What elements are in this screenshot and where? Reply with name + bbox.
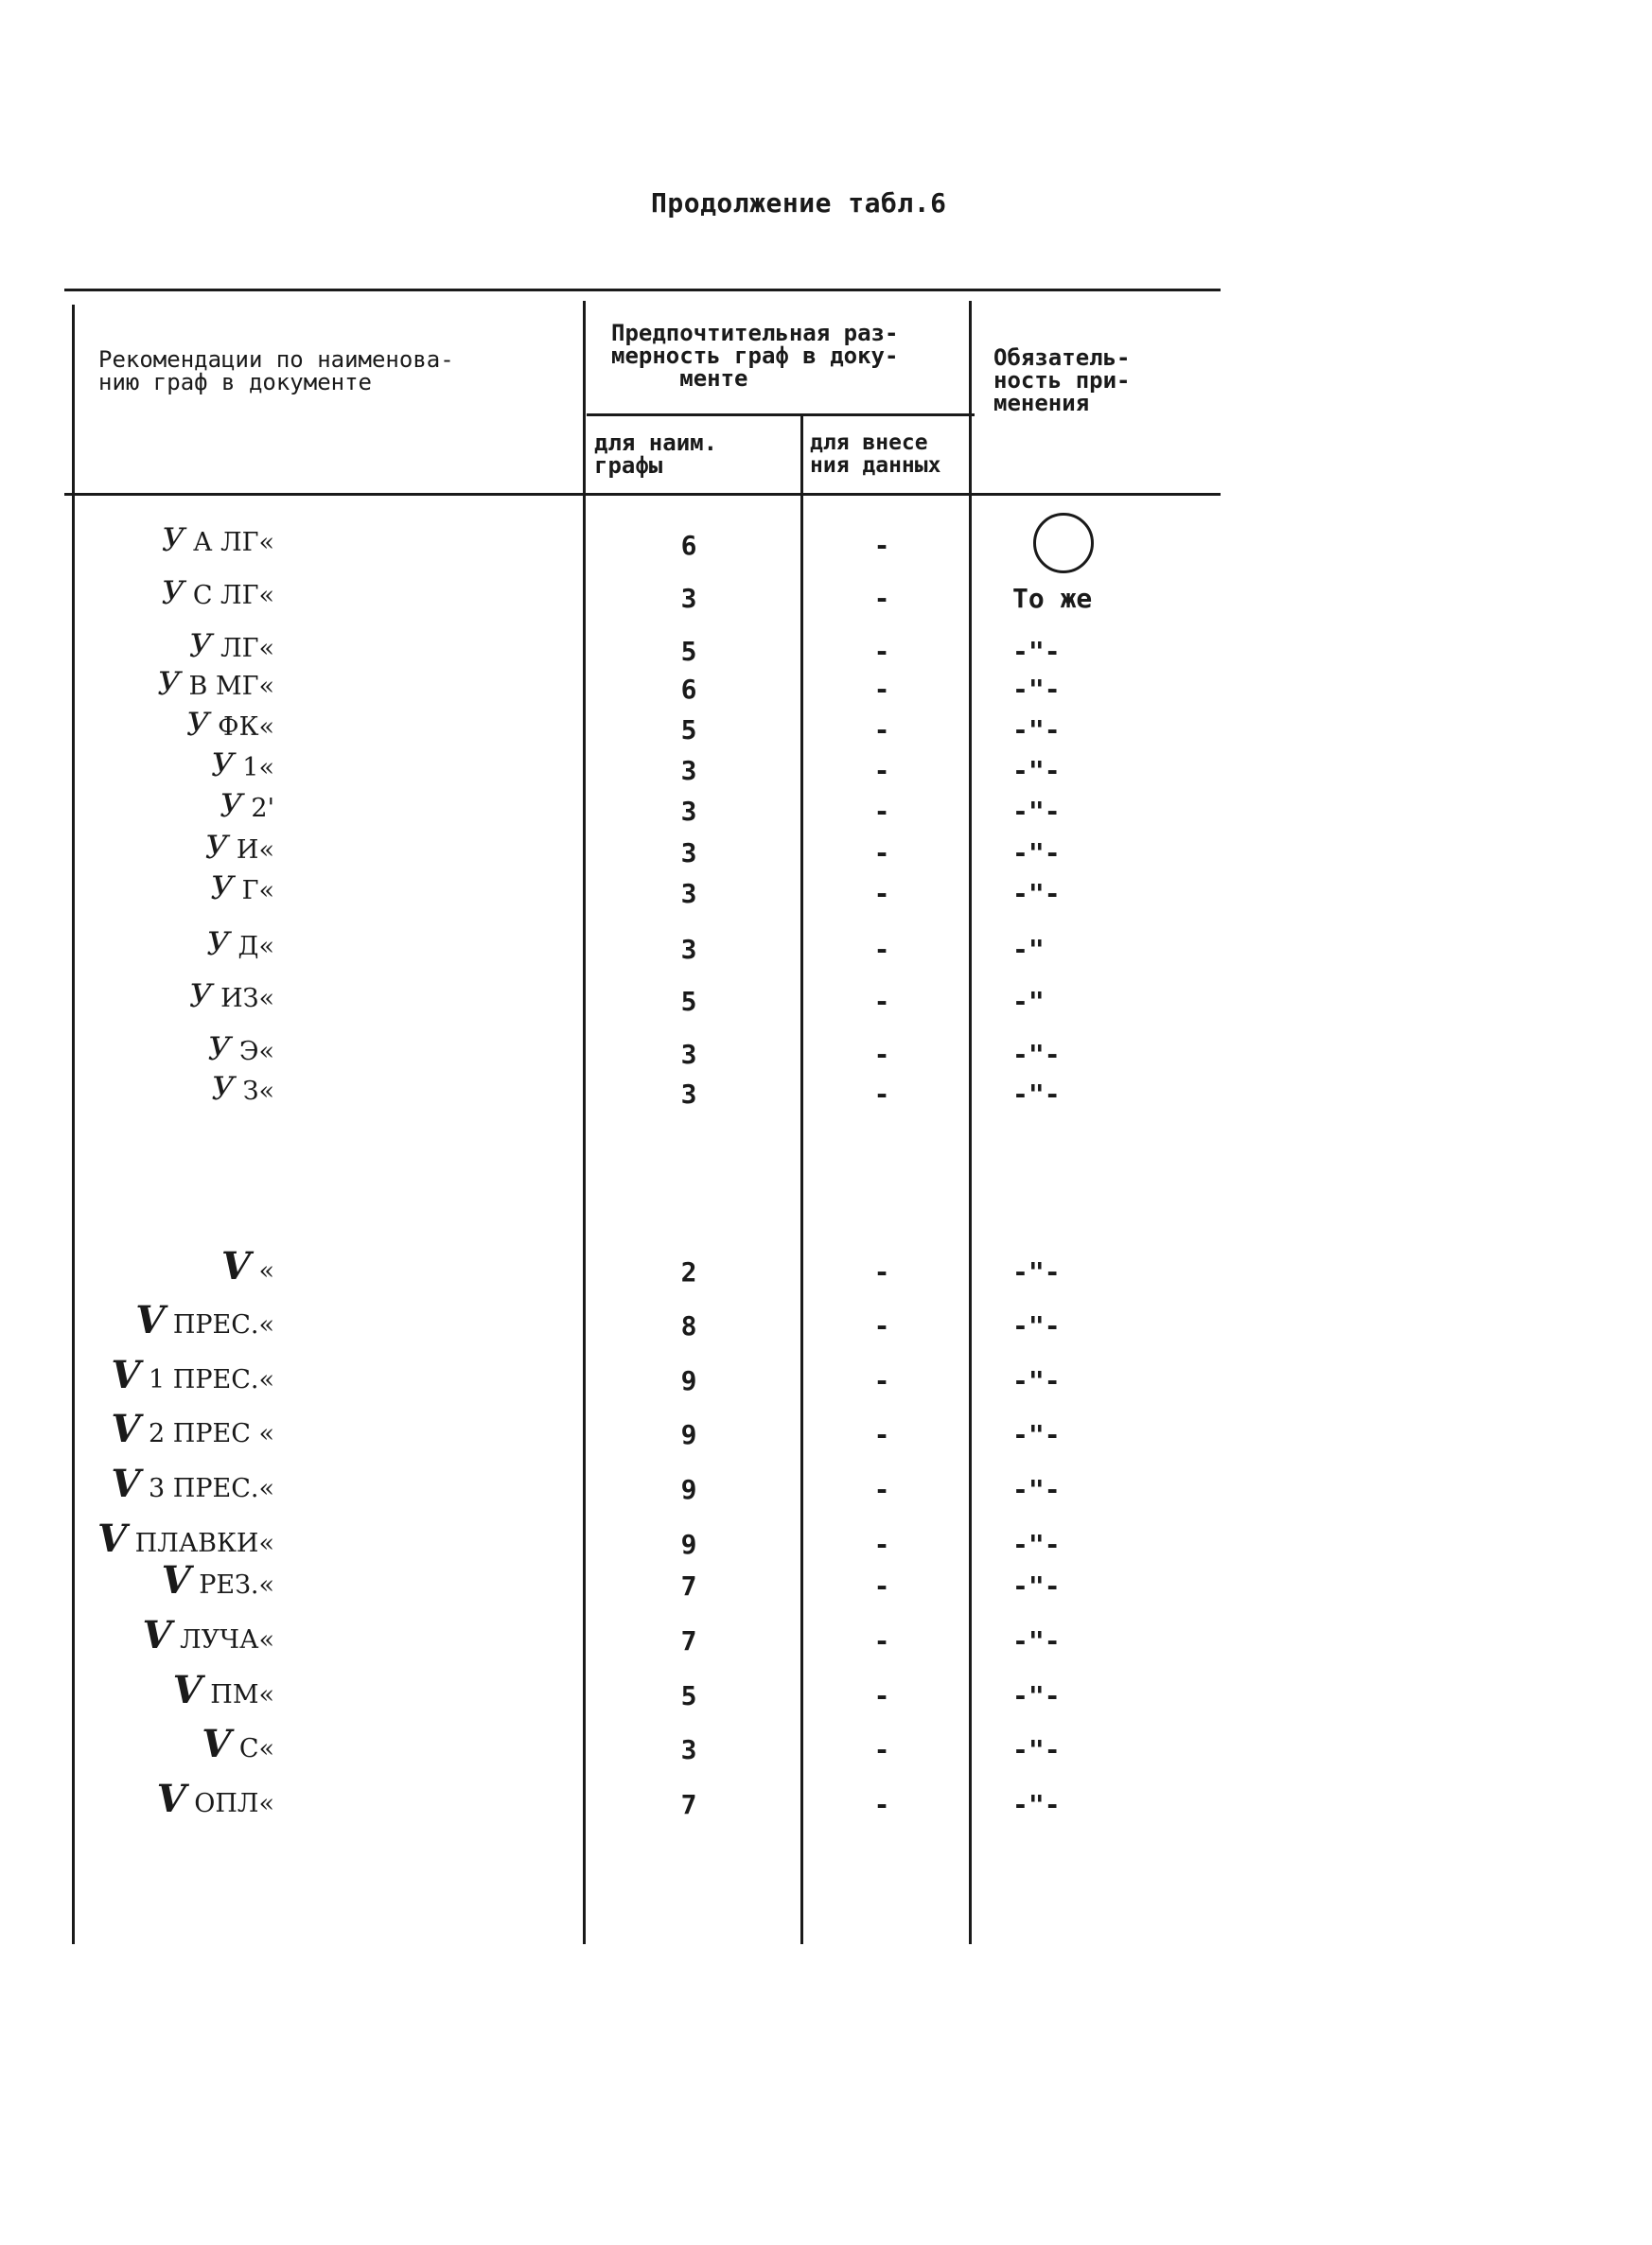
cell-mandatory: -"- xyxy=(1012,1734,1061,1765)
row-designation-label: 2 ПРЕС « xyxy=(140,1419,274,1448)
symbol-y: У xyxy=(207,1030,232,1068)
symbol-y: У xyxy=(220,787,243,825)
header-recommendations: Рекомендации по наименова- нию граф в документе xyxy=(98,346,454,395)
cell-width-for-name: 5 xyxy=(680,714,697,745)
row-designation-label: 3 ПРЕС.« xyxy=(140,1474,274,1503)
cell-width-for-name: 3 xyxy=(680,1039,697,1070)
cell-mandatory: -"- xyxy=(1012,1419,1061,1450)
row-designation xyxy=(0,1407,274,1451)
cell-mandatory: -"- xyxy=(1012,1039,1061,1070)
cell-width-for-name: 6 xyxy=(680,674,697,705)
row-designation xyxy=(0,1298,274,1342)
cell-width-for-name: 9 xyxy=(680,1365,697,1396)
symbol-y: У xyxy=(204,829,229,867)
header-width-for-data: для внесе ния данных xyxy=(810,430,941,478)
header-bottom-rule xyxy=(64,493,1221,496)
cell-width-for-data: - xyxy=(873,636,890,667)
symbol-v: V xyxy=(97,1517,128,1561)
cell-width-for-name: 3 xyxy=(680,796,697,827)
symbol-y: У xyxy=(157,665,181,703)
cell-width-for-name: 3 xyxy=(680,837,697,868)
symbol-v: V xyxy=(220,1244,251,1289)
cell-width-for-data: - xyxy=(873,1734,890,1765)
cell-width-for-name: 8 xyxy=(680,1310,697,1342)
cell-mandatory: -"- xyxy=(1012,636,1061,667)
cell-width-for-name: 9 xyxy=(680,1474,697,1505)
header-subdivider-rule xyxy=(587,413,975,416)
cell-mandatory: -"- xyxy=(1012,1625,1061,1657)
symbol-v: V xyxy=(202,1722,232,1766)
row-designation xyxy=(0,1517,274,1561)
cell-width-for-data: - xyxy=(873,1079,890,1110)
symbol-v: V xyxy=(111,1462,141,1506)
cell-mandatory: -"- xyxy=(1012,714,1061,745)
cell-width-for-name: 3 xyxy=(680,583,697,614)
row-designation xyxy=(0,706,274,744)
cell-width-for-data: - xyxy=(873,583,890,614)
symbol-v: V xyxy=(156,1777,186,1821)
cell-width-for-data: - xyxy=(873,1474,890,1505)
row-designation xyxy=(0,1030,274,1068)
symbol-y: У xyxy=(211,1070,236,1108)
symbol-y: У xyxy=(188,627,213,665)
row-designation-label: Д« xyxy=(229,932,274,961)
row-designation xyxy=(0,1613,274,1657)
row-designation xyxy=(0,1558,274,1603)
row-designation xyxy=(0,977,274,1015)
symbol-v: V xyxy=(161,1558,191,1603)
cell-width-for-name: 5 xyxy=(680,986,697,1017)
cell-width-for-data: - xyxy=(873,530,890,561)
symbol-v: V xyxy=(172,1668,202,1712)
cell-width-for-data: - xyxy=(873,1789,890,1820)
cell-width-for-name: 3 xyxy=(680,878,697,909)
row-designation-label: 1 ПРЕС.« xyxy=(140,1365,274,1394)
row-designation xyxy=(0,829,274,867)
row-designation-label: ПМ« xyxy=(202,1680,274,1710)
cell-width-for-data: - xyxy=(873,1256,890,1288)
row-designation-label: В МГ« xyxy=(180,672,274,701)
cell-width-for-name: 7 xyxy=(680,1625,697,1657)
row-designation xyxy=(0,787,274,825)
row-designation xyxy=(0,1668,274,1712)
row-designation xyxy=(0,746,274,784)
cell-mandatory: -"- xyxy=(1012,755,1061,786)
cell-mandatory: -"- xyxy=(1012,837,1061,868)
cell-mandatory: -"- xyxy=(1012,1365,1061,1396)
cell-width-for-data: - xyxy=(873,1570,890,1602)
row-designation-label: ОПЛ« xyxy=(185,1789,274,1818)
cell-mandatory: -"- xyxy=(1012,1529,1061,1560)
column-divider-2 xyxy=(800,413,803,1944)
row-designation-label: ПРЕС.« xyxy=(165,1310,274,1340)
row-designation xyxy=(0,1777,274,1821)
symbol-v: V xyxy=(135,1298,166,1342)
cell-width-for-data: - xyxy=(873,1625,890,1657)
cell-width-for-name: 5 xyxy=(680,636,697,667)
cell-mandatory: -" xyxy=(1012,986,1045,1017)
cell-width-for-data: - xyxy=(873,986,890,1017)
cell-width-for-name: 9 xyxy=(680,1419,697,1450)
cell-mandatory: -"- xyxy=(1012,1310,1061,1342)
row-designation-label: А ЛГ« xyxy=(185,528,274,557)
cell-mandatory: -"- xyxy=(1012,796,1061,827)
header-width-for-name: для наим. графы xyxy=(594,430,718,479)
cell-mandatory: -"- xyxy=(1012,674,1061,705)
cell-mandatory: То же xyxy=(1012,583,1093,614)
table-top-rule xyxy=(64,289,1221,291)
column-divider-3 xyxy=(969,301,972,1944)
header-mandatory: Обязатель- ность при- менения xyxy=(993,344,1131,416)
row-designation-label: Г« xyxy=(234,876,274,905)
row-designation-label: С« xyxy=(231,1734,274,1763)
symbol-v: V xyxy=(111,1353,141,1397)
symbol-y: У xyxy=(186,706,210,744)
cell-width-for-name: 7 xyxy=(680,1789,697,1820)
symbol-y: У xyxy=(161,521,185,559)
row-designation xyxy=(0,1462,274,1506)
row-designation-label: ЛУЧА« xyxy=(171,1625,274,1655)
cell-width-for-data: - xyxy=(873,796,890,827)
symbol-v: V xyxy=(111,1407,141,1451)
cell-width-for-data: - xyxy=(873,934,890,965)
symbol-y: У xyxy=(206,925,230,963)
cell-width-for-data: - xyxy=(873,1419,890,1450)
row-designation-label: 2' xyxy=(242,794,274,823)
symbol-y: У xyxy=(210,869,235,907)
cell-width-for-data: - xyxy=(873,878,890,909)
mandatory-circle-icon xyxy=(1033,513,1094,573)
row-designation xyxy=(0,869,274,907)
column-divider-1 xyxy=(583,301,586,1944)
row-designation xyxy=(0,521,274,559)
row-designation-label: 1« xyxy=(234,753,274,782)
cell-width-for-name: 7 xyxy=(680,1570,697,1602)
cell-width-for-data: - xyxy=(873,674,890,705)
cell-width-for-name: 3 xyxy=(680,755,697,786)
cell-width-for-data: - xyxy=(873,837,890,868)
cell-mandatory: -"- xyxy=(1012,878,1061,909)
row-designation xyxy=(0,1353,274,1397)
row-designation-label: Э« xyxy=(231,1037,274,1066)
row-designation-label: С ЛГ« xyxy=(185,581,274,610)
cell-mandatory: -"- xyxy=(1012,1680,1061,1711)
row-designation-label: И« xyxy=(228,835,274,865)
row-designation xyxy=(0,574,274,612)
symbol-v: V xyxy=(142,1613,172,1657)
row-designation-label: ИЗ« xyxy=(212,984,274,1013)
row-designation-label: ФК« xyxy=(209,712,274,742)
row-designation xyxy=(0,627,274,665)
cell-width-for-data: - xyxy=(873,1529,890,1560)
row-designation xyxy=(0,1244,274,1289)
cell-width-for-name: 3 xyxy=(680,1734,697,1765)
cell-width-for-data: - xyxy=(873,1365,890,1396)
cell-width-for-data: - xyxy=(873,1680,890,1711)
cell-mandatory: -"- xyxy=(1012,1079,1061,1110)
row-designation xyxy=(0,665,274,703)
cell-width-for-name: 5 xyxy=(680,1680,697,1711)
cell-mandatory: -"- xyxy=(1012,1256,1061,1288)
row-designation xyxy=(0,1070,274,1108)
row-designation-label: ПЛАВКИ« xyxy=(127,1529,274,1558)
cell-width-for-name: 3 xyxy=(680,934,697,965)
cell-width-for-name: 6 xyxy=(680,530,697,561)
cell-width-for-name: 3 xyxy=(680,1079,697,1110)
cell-width-for-data: - xyxy=(873,714,890,745)
symbol-y: У xyxy=(211,746,235,784)
row-designation-label: « xyxy=(250,1256,274,1286)
symbol-y: У xyxy=(161,574,185,612)
row-designation-label: ЛГ« xyxy=(212,634,274,663)
row-designation-label: З« xyxy=(235,1077,274,1106)
row-designation-label: РЕЗ.« xyxy=(190,1570,274,1600)
cell-width-for-data: - xyxy=(873,755,890,786)
table-caption: Продолжение табл.6 xyxy=(651,187,947,219)
header-preferred-width: Предпочтительная раз- мерность граф в доку- менте xyxy=(611,320,899,392)
row-designation xyxy=(0,1722,274,1766)
cell-mandatory: -"- xyxy=(1012,1789,1061,1820)
cell-width-for-name: 2 xyxy=(680,1256,697,1288)
symbol-y: У xyxy=(188,977,213,1015)
cell-width-for-name: 9 xyxy=(680,1529,697,1560)
cell-mandatory: -"- xyxy=(1012,1570,1061,1602)
cell-width-for-data: - xyxy=(873,1310,890,1342)
cell-mandatory: -" xyxy=(1012,934,1045,965)
row-designation xyxy=(0,925,274,963)
cell-mandatory: -"- xyxy=(1012,1474,1061,1505)
cell-width-for-data: - xyxy=(873,1039,890,1070)
